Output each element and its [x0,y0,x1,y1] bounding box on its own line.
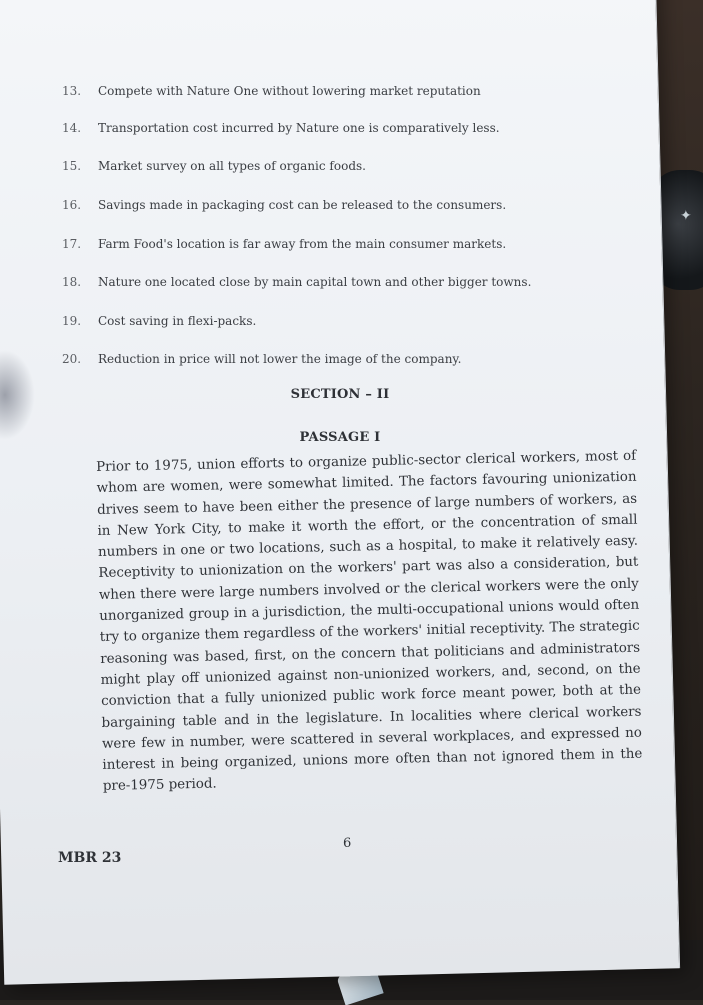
page-number: 6 [343,836,352,851]
question-number: 14. [62,121,82,135]
question-15 [62,159,366,173]
footer-code: MBR 23 [58,850,122,866]
question-text: Compete with Nature One without lowering market reputation [98,84,481,98]
question-text: Transportation cost incurred by Nature one is comparatively less. [98,121,500,135]
question-text: Reduction in price will not lower the image of the company. [98,352,462,366]
question-text: Nature one located close by main capital town and other bigger towns. [98,275,532,289]
question-number: 13. [62,84,82,98]
question-number: 17. [62,237,82,251]
question-text: Cost saving in flexi-packs. [98,314,257,328]
question-text: Savings made in packaging cost can be released to the consumers. [98,198,507,212]
question-14 [62,121,500,135]
question-number: 19. [62,314,82,328]
passage-heading: PASSAGE I [299,430,381,445]
watch-logo-icon: ✦ [680,208,692,224]
question-number: 15. [62,159,82,173]
question-16 [62,198,506,212]
question-number: 20. [62,352,82,366]
section-heading: SECTION – II [290,387,390,402]
question-18 [62,275,531,289]
question-17 [62,237,506,251]
question-number: 16. [62,198,82,212]
question-20 [62,352,461,366]
question-19 [62,314,256,328]
question-13 [62,84,481,98]
question-number: 18. [62,275,82,289]
passage-paragraph: Prior to 1975, union efforts to organize public-sector clerical workers, most of whom are women, were somewhat limited. The factors favouring unionization drives seem to have been either the presence of large numbers of workers, as in New York City, to make it worth the effort, or the concentration of small numbers in one or two locations, such as a hospital, to make it relatively easy. Receptivity to unionization on the workers' part was also a consideration, but when there were large numbers involved or the clerical workers were the only unorganized group in a jurisdiction, the multi-occupational unions would often try to organize them regardless of the workers' initial receptivity. The strategic reasoning was based, first, on the concern that politicians and administrators might play off unionized against non-unionized workers, and, second, on the conviction that a fully unionized public work force meant power, both at the bargaining table and in the legislature. In localities where clerical workers were few in number, were scattered in several workplaces, and expressed no interest in being organized, unions more often than not ignored them in the pre-1975 period. [96,448,643,795]
question-text: Market survey on all types of organic foods. [98,159,366,173]
question-text: Farm Food's location is far away from the main consumer markets. [98,237,507,251]
